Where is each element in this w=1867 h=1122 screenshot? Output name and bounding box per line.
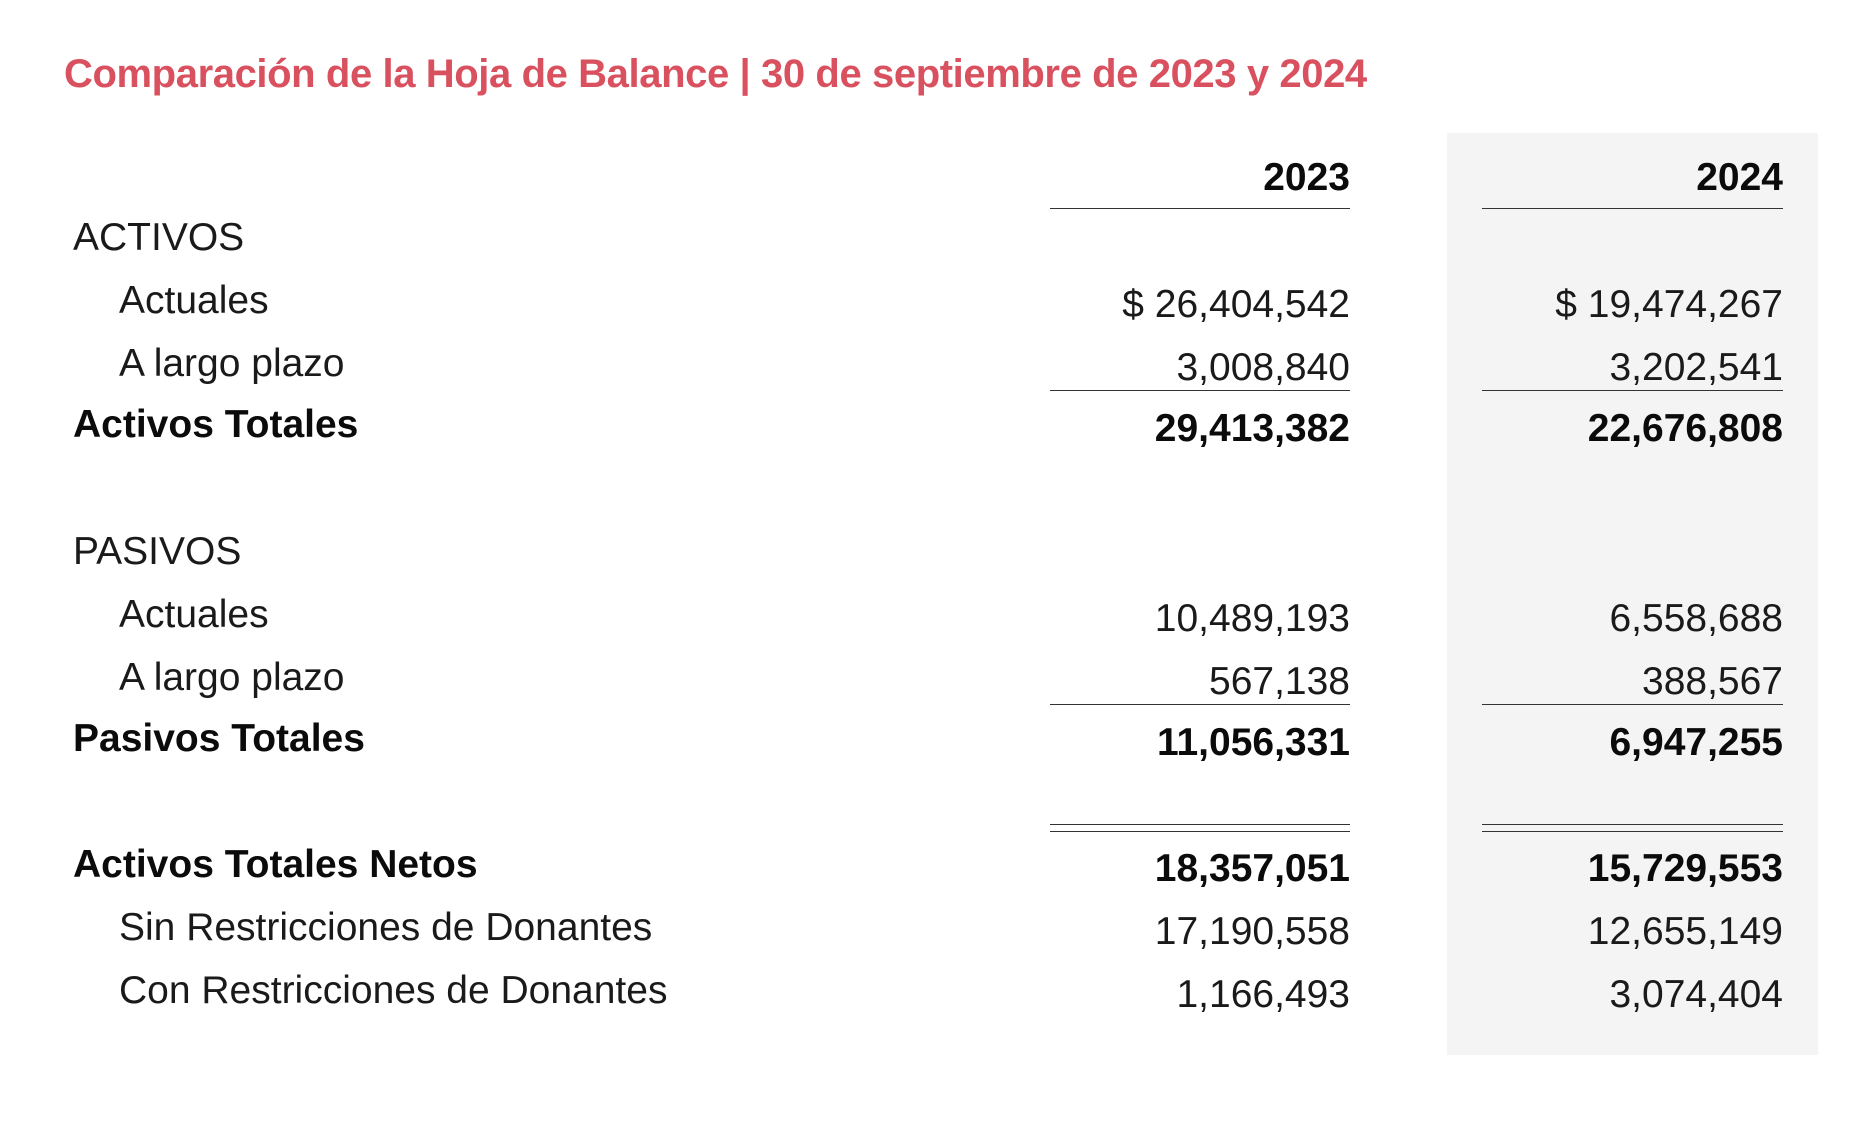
double-rule-top-2023 [1050, 824, 1350, 825]
page-title: Comparación de la Hoja de Balance | 30 de septiembre de 2023 y 2024 [64, 52, 1367, 96]
double-rule-bottom-2024 [1482, 831, 1783, 832]
row-label-assets-long-term: A largo plazo [119, 342, 345, 385]
value-unrestricted-2023: 17,190,558 [1154, 910, 1350, 953]
value-net-assets-total-2023: 18,357,051 [1154, 847, 1350, 890]
subtotal-rule-assets-2024 [1482, 390, 1783, 391]
column-header-2023: 2023 [1263, 156, 1350, 199]
header-rule-2024 [1482, 208, 1783, 209]
header-rule-2023 [1050, 208, 1350, 209]
value-liabilities-current-2024: 6,558,688 [1609, 597, 1783, 640]
row-label-liabilities-current: Actuales [119, 593, 269, 636]
value-liabilities-long-term-2023: 567,138 [1209, 660, 1350, 703]
row-label-assets-total: Activos Totales [73, 403, 359, 446]
value-liabilities-total-2024: 6,947,255 [1609, 721, 1783, 764]
row-label-unrestricted: Sin Restricciones de Donantes [119, 906, 653, 949]
subtotal-rule-assets-2023 [1050, 390, 1350, 391]
value-assets-total-2024: 22,676,808 [1587, 407, 1783, 450]
subtotal-rule-liabilities-2024 [1482, 704, 1783, 705]
value-assets-current-2023: $ 26,404,542 [1122, 283, 1350, 326]
value-liabilities-current-2023: 10,489,193 [1154, 597, 1350, 640]
section-label-assets: ACTIVOS [73, 216, 245, 259]
value-liabilities-total-2023: 11,056,331 [1156, 721, 1350, 764]
row-label-liabilities-long-term: A largo plazo [119, 656, 345, 699]
value-restricted-2023: 1,166,493 [1176, 973, 1350, 1016]
value-liabilities-long-term-2024: 388,567 [1642, 660, 1783, 703]
row-label-assets-current: Actuales [119, 279, 269, 322]
row-label-net-assets-total: Activos Totales Netos [73, 843, 478, 886]
row-label-liabilities-total: Pasivos Totales [73, 717, 365, 760]
value-assets-current-2024: $ 19,474,267 [1555, 283, 1783, 326]
row-label-restricted: Con Restricciones de Donantes [119, 969, 668, 1012]
value-restricted-2024: 3,074,404 [1609, 973, 1783, 1016]
value-unrestricted-2024: 12,655,149 [1587, 910, 1783, 953]
subtotal-rule-liabilities-2023 [1050, 704, 1350, 705]
value-assets-long-term-2023: 3,008,840 [1176, 346, 1350, 389]
section-label-liabilities: PASIVOS [73, 530, 242, 573]
value-assets-total-2023: 29,413,382 [1154, 407, 1350, 450]
value-assets-long-term-2024: 3,202,541 [1609, 346, 1783, 389]
double-rule-top-2024 [1482, 824, 1783, 825]
value-net-assets-total-2024: 15,729,553 [1587, 847, 1783, 890]
double-rule-bottom-2023 [1050, 831, 1350, 832]
column-header-2024: 2024 [1696, 156, 1783, 199]
